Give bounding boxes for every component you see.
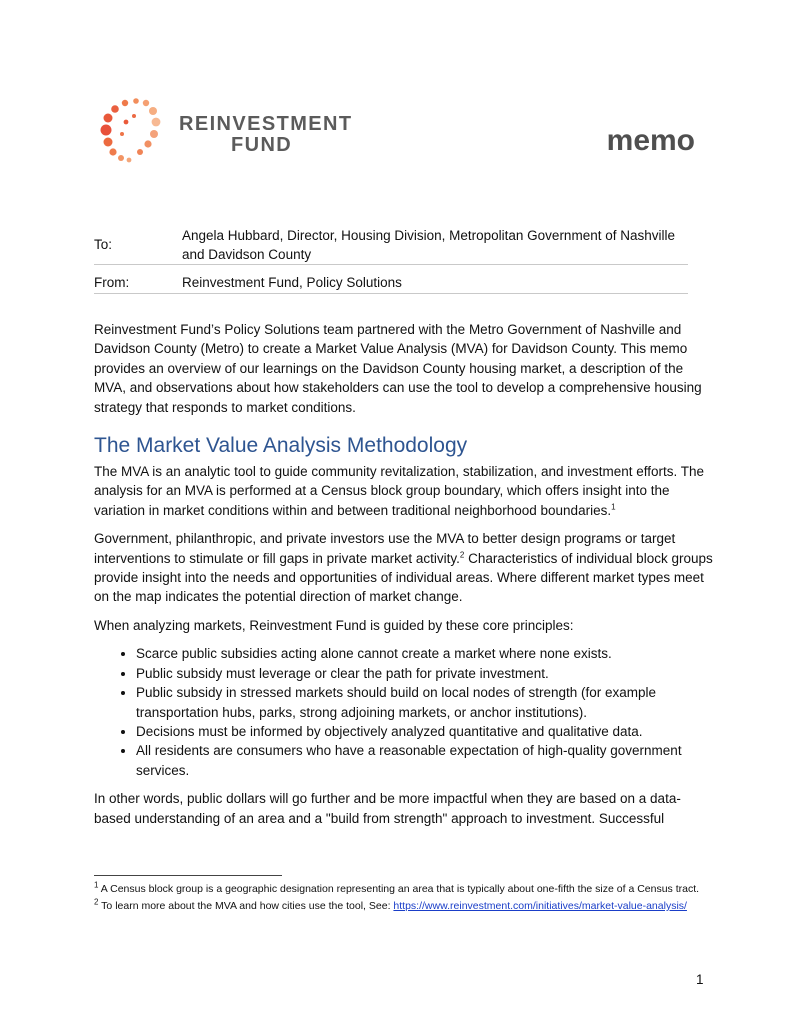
list-item: • Public subsidy in stressed markets should build on local nodes of strength (for example transportation hubs, parks, strong adjoining markets, or anchor institutions). — [136, 683, 714, 722]
logo-dots-icon — [96, 96, 166, 166]
footnote-1-number: 1 — [94, 880, 99, 890]
list-item: • Public subsidy must leverage or clear the path for private investment. — [136, 664, 714, 683]
reinvestment-fund-logo — [96, 96, 366, 166]
principles-intro: When analyzing markets, Reinvestment Fund is guided by these core principles: — [94, 617, 574, 633]
footnote-2-text: To learn more about the MVA and how cities use the tool, See: — [98, 900, 394, 912]
closing-paragraph: In other words, public dollars will go further and be more impactful when they are based on a data-based understanding of an area and a "build from strength" approach to investment. Successful — [94, 791, 681, 826]
footnote-ref-1[interactable]: 1 — [611, 502, 616, 512]
logo-line-2: FUND — [231, 134, 293, 156]
methodology-paragraph-2 — [94, 529, 714, 607]
mva-link[interactable]: https://www.reinvestment.com/initiatives/market-value-analysis/ — [393, 900, 687, 912]
footnote-divider — [94, 875, 282, 876]
list-item: • Scarce public subsidies acting alone cannot create a market where none exists. — [136, 644, 714, 663]
footnote-2 — [94, 899, 704, 914]
from-row — [94, 273, 688, 294]
footnotes — [94, 882, 704, 916]
to-row — [94, 226, 688, 265]
para2-text-a: Government, philanthropic, and private investors use the MVA to better design programs or target interventions to stimulate or fill gaps in private market activity. — [94, 531, 676, 566]
methodology-paragraph-1 — [94, 462, 714, 520]
para2-text-b: Characteristics of individual block groups provide insight into the needs and opportunities of individual areas. Where different market types meet on the map indicates the potential direction of market change. — [94, 550, 713, 605]
section-heading: The Market Value Analysis Methodology — [94, 434, 468, 458]
to-label: To: — [94, 237, 113, 252]
footnote-2-number: 2 — [94, 897, 99, 907]
list-item: • All residents are consumers who have a reasonable expectation of high-quality government services. — [136, 741, 714, 780]
list-item: • Decisions must be informed by objectively analyzed quantitative and qualitative data. — [136, 722, 714, 741]
intro-paragraph: Reinvestment Fund’s Policy Solutions team partnered with the Metro Government of Nashville and Davidson County (Metro) to create a Market Value Analysis (MVA) for Davidson County. This memo provides an overview of our learnings on the Davidson County housing market, a description of the MVA, and observations about how stakeholders can use the tool to develop a comprehensive housing strategy that responds to market conditions. — [94, 322, 702, 415]
to-value: Angela Hubbard, Director, Housing Division, Metropolitan Government of Nashville and Davidson County — [182, 228, 675, 262]
para1-text: The MVA is an analytic tool to guide community revitalization, stabilization, and investment efforts. The analysis for an MVA is performed at a Census block group boundary, which offers insight into the variation in market conditions within and between traditional neighborhood boundaries. — [94, 464, 705, 518]
footnote-1-text: A Census block group is a geographic designation representing an area that is typically about one-fifth the size of a Census tract. — [98, 883, 700, 895]
footnote-ref-2[interactable]: 2 — [459, 550, 465, 560]
footnote-1 — [94, 882, 704, 897]
from-value: Reinvestment Fund, Policy Solutions — [182, 275, 402, 290]
memo-body — [94, 320, 714, 837]
from-label: From: — [94, 275, 130, 290]
principles-list — [94, 644, 714, 780]
logo-wordmark — [179, 114, 352, 156]
logo-line-1: REINVESTMENT — [179, 113, 353, 135]
page-number: 1 — [696, 972, 704, 987]
memo-title: memo — [606, 124, 695, 157]
